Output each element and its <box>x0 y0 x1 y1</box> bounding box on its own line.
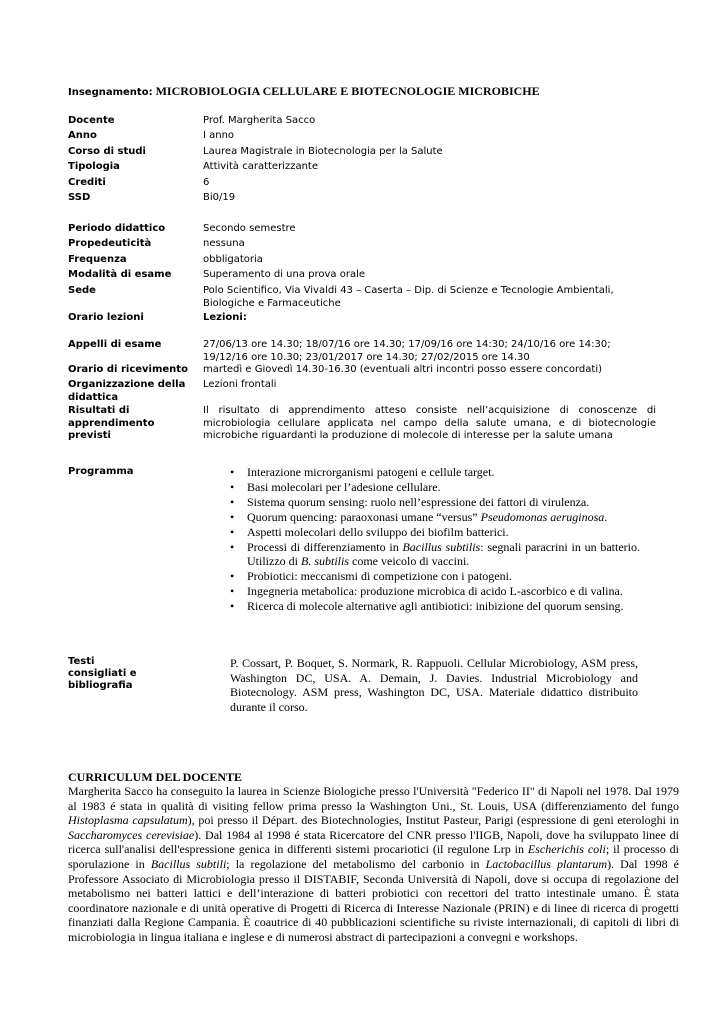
curriculum-text: Margherita Sacco ha conseguito la laurea in Scienze Biologiche presso l'Università "Federico II" di Napoli nel 1978. Dal 1979 al 1983 é stata in qualità di visiting fellow prima presso la Washington Uni., St. Louis, USA (differenziamento del fungo Histoplasma capsulatum), poi presso il Départ. des Biotechnologies, Institut Pasteur, Parigi (espressione di geni eterologhi in Saccharomyces cerevisiae). Dal 1984 al 1998 é stata Ricercatore del CNR presso l'IIGB, Napoli, dove ha sviluppato linee di ricerca sull'analisi dell'espressione genica in differenti sistemi procariotici (il regulone Lrp in Escherichis coli; il processo di sporulazione in Bacillus subtili; la regolazione del metabolismo del carbonio in Lactobacillus plantarum). Dal 1998 é Professore Associato di Microbiologia presso il DISTABIF, Seconda Università di Napoli, dove si occupa di regolazione del metabolismo nei batteri lattici e dell’interazione di batteri probiotici con recettori del tratto intestinale umano. È stata coordinatore nazionale e di unità operative di Progetti di Ricerca di Interesse Nazionale (PRIN) e di linee di ricerca di progetti finanziati dalla Regione Campania. È coautrice di 40 pubblicazioni scientifiche su riviste internazionali, di capitoli di libri di microbiologia in lingua italiana e inglese e di numerosi abstract di partecipazioni a convegni e workshops. <box>68 784 679 944</box>
info-label: Appelli di esame <box>68 339 162 350</box>
info-value: Superamento di una prova orale <box>203 269 366 280</box>
info-value: 6 <box>203 177 210 188</box>
info-value: I anno <box>203 130 235 141</box>
info-value: Secondo semestre <box>203 223 296 234</box>
bullet-icon: • <box>230 584 235 599</box>
info-label: Docente <box>68 115 115 126</box>
list-item: • Probiotici: meccanismi di competizione con i patogeni. <box>230 569 512 584</box>
course-name: MICROBIOLOGIA CELLULARE E BIOTECNOLOGIE MICROBICHE <box>155 84 540 98</box>
list-item: • Quorum quencing: paraoxonasi umane “versus” Pseudomonas aeruginosa. <box>230 509 608 524</box>
bullet-icon: • <box>230 539 235 554</box>
info-value: 27/06/13 ore 14.30; 18/07/16 ore 14.30; 17/09/16 ore 14:30; 24/10/16 ore 14:30; 19/12/16 ore 10.30; 23/01/2017 ore 14.30; 27/02/2015 ore 14.30 <box>203 339 611 363</box>
info-value: Lezioni frontali <box>203 379 277 390</box>
course-title <box>68 84 688 99</box>
info-label: Propedeuticità <box>68 238 152 249</box>
info-label: Corso di studi <box>68 146 146 157</box>
bullet-icon: • <box>230 465 235 479</box>
info-value: Il risultato di apprendimento atteso consiste nell’acquisizione di conoscenze di microbiologia cellulare applicata nel campo della salute umana, e di biotecnologie microbiche riguardanti la produzione di molecole di interesse per la salute umana <box>203 405 656 441</box>
bullet-icon: • <box>230 569 235 584</box>
info-value: Laurea Magistrale in Biotecnologia per la Salute <box>203 146 443 157</box>
info-label: SSD <box>68 192 91 203</box>
info-label: Organizzazione della didattica <box>68 379 186 403</box>
testi-text: P. Cossart, P. Boquet, S. Normark, R. Rappuoli. Cellular Microbiology, ASM press, Washington DC, USA. A. Demain, J. Davies. Industrial Microbiology and Biotecnology. ASM press, Washington DC, USA. Materiale didattico distribuito durante il corso. <box>230 656 638 714</box>
info-label: Anno <box>68 130 97 141</box>
bullet-icon: • <box>230 509 235 524</box>
info-label: Orario lezioni <box>68 312 144 323</box>
info-label: Frequenza <box>68 254 127 265</box>
list-item: • Aspetti molecolari dello sviluppo dei biofilm batterici. <box>230 524 509 539</box>
info-label: Tipologia <box>68 161 120 172</box>
info-value: obbligatoria <box>203 254 263 265</box>
bullet-icon: • <box>230 479 235 494</box>
info-label: Crediti <box>68 177 106 188</box>
info-label: Modalità di esame <box>68 269 172 280</box>
testi-label: Testi consigliati e bibliografia <box>68 656 137 691</box>
programma-label: Programma <box>68 466 134 477</box>
info-value: Polo Scientifico, Via Vivaldi 43 – Caserta – Dip. di Scienze e Tecnologie Ambientali, Biologiche e Farmaceutiche <box>203 285 614 309</box>
curriculum-title: CURRICULUM DEL DOCENTE <box>68 770 243 784</box>
info-value: Bi0/19 <box>203 192 236 203</box>
list-item: • Basi molecolari per l’adesione cellulare. <box>230 479 441 494</box>
info-value: nessuna <box>203 238 245 249</box>
bullet-icon: • <box>230 524 235 539</box>
list-item: • Processi di differenziamento in Bacillus subtilis: segnali paracrini in un batterio. Utilizzo di B. subtilis come veicolo di vaccini. <box>230 539 640 569</box>
info-label: Periodo didattico <box>68 223 166 234</box>
bullet-icon: • <box>230 599 235 614</box>
bullet-icon: • <box>230 494 235 509</box>
list-item: • Ricerca di molecole alternative agli antibiotici: inibizione del quorum sensing. <box>230 599 624 614</box>
list-item: • Sistema quorum sensing: ruolo nell’espressione dei fattori di virulenza. <box>230 494 590 509</box>
info-value: martedì e Giovedì 14.30-16.30 (eventuali altri incontri posso essere concordati) <box>203 364 603 375</box>
info-label: Risultati di apprendimento previsti <box>68 405 155 441</box>
course-label: Insegnamento: <box>68 87 153 98</box>
list-item: • Interazione microrganismi patogeni e cellule target. <box>230 465 495 479</box>
info-label: Orario di ricevimento <box>68 364 188 375</box>
list-item: • Ingegneria metabolica: produzione microbica di acido L-ascorbico e di valina. <box>230 584 623 599</box>
info-label: Sede <box>68 285 96 296</box>
info-value: Lezioni: <box>203 312 247 323</box>
info-value: Attività caratterizzante <box>203 161 318 172</box>
programma-list <box>230 465 640 614</box>
info-value: Prof. Margherita Sacco <box>203 115 316 126</box>
